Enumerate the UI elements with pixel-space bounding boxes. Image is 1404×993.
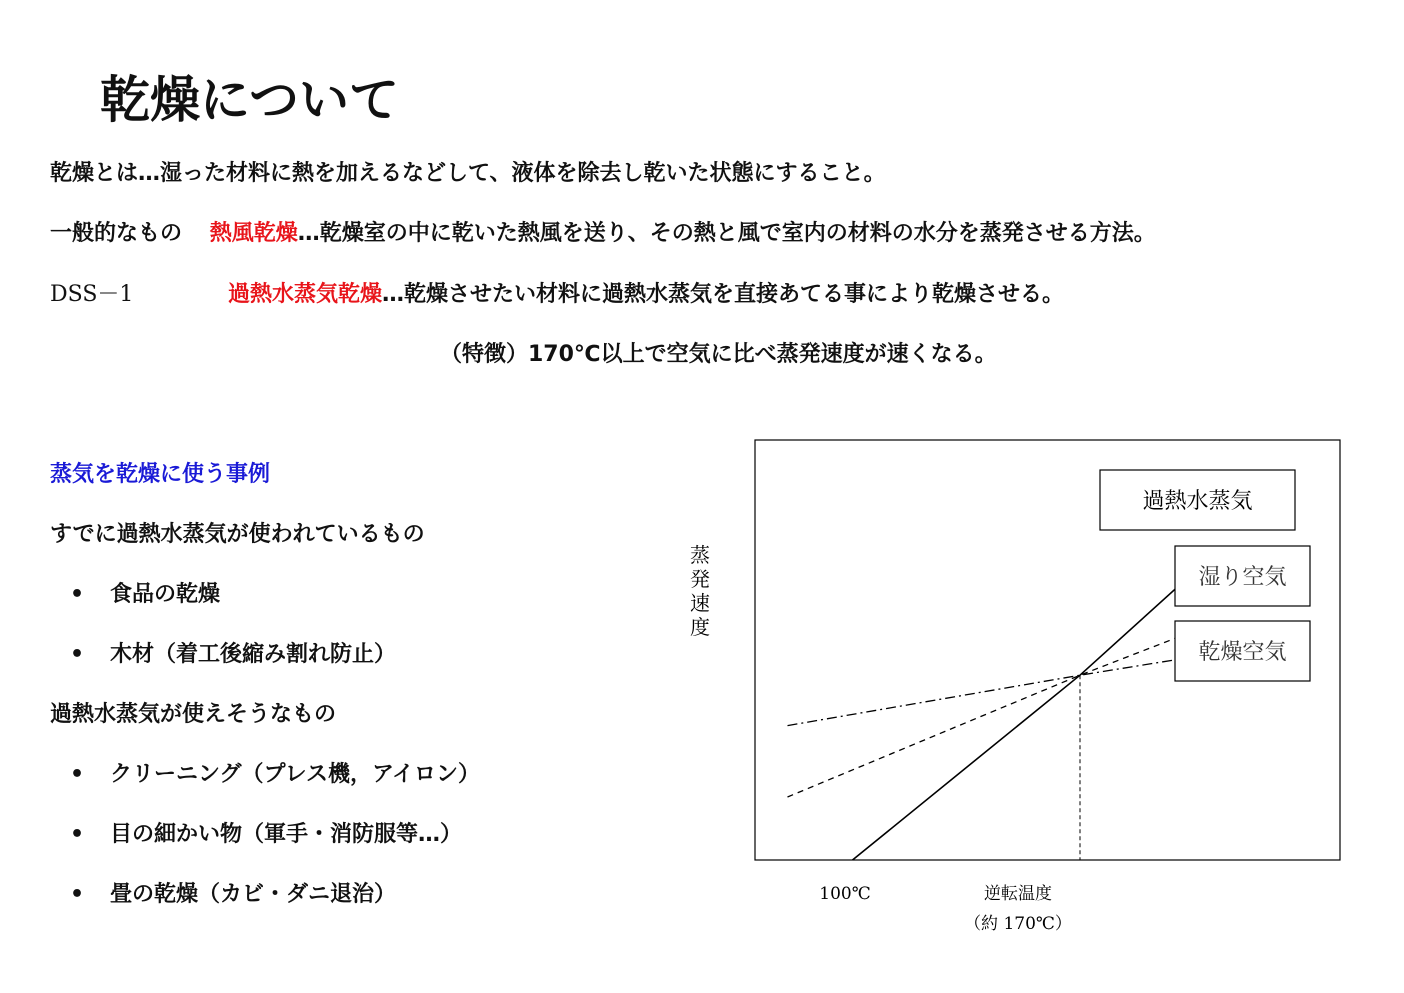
used-heading: すでに過熱水蒸気が使われているもの — [50, 522, 425, 547]
legend-entry — [1175, 546, 1310, 606]
list-item: • 畳の乾燥（カビ・ダニ退治） — [70, 882, 397, 907]
general-method: 熱風乾燥 — [209, 221, 298, 246]
bullet-icon: • — [70, 882, 85, 907]
series-line-1 — [853, 558, 1211, 860]
x-tick-label: 逆転温度 — [984, 884, 1052, 904]
legend-label: 過熱水蒸気 — [1142, 489, 1253, 514]
definition-text: 乾燥とは…湿った材料に熱を加えるなどして、液体を除去し乾いた状態にすること。 — [50, 161, 886, 186]
x-tick-label: （約 170℃） — [964, 914, 1072, 934]
list-item: • 木材（着工後縮み割れ防止） — [70, 642, 397, 667]
legend-label: 湿り空気 — [1198, 565, 1287, 590]
bullet-icon: • — [70, 822, 85, 847]
dss-label: DSS－1 — [50, 282, 134, 307]
examples-heading: 蒸気を乾燥に使う事例 — [50, 462, 271, 487]
bullet-icon: • — [70, 762, 85, 787]
feature-text: （特徴）170℃以上で空気に比べ蒸発速度が速くなる。 — [440, 342, 997, 367]
bullet-icon: • — [70, 582, 85, 607]
possible-heading: 過熱水蒸気が使えそうなもの — [50, 702, 337, 727]
series-line-2 — [788, 625, 1211, 797]
y-axis-label: 蒸発速度 — [690, 543, 710, 639]
general-label: 一般的なもの — [50, 221, 183, 246]
list-item: • クリーニング（プレス機，アイロン） — [70, 762, 481, 787]
legend-entry — [1175, 621, 1310, 681]
general-desc: …乾燥室の中に乾いた熱風を送り、その熱と風で室内の材料の水分を蒸発させる方法。 — [297, 221, 1156, 246]
list-item: • 目の細かい物（軍手・消防服等…） — [70, 822, 463, 847]
list-item: • 食品の乾燥 — [70, 582, 221, 607]
series-line-3 — [788, 654, 1211, 725]
dss-method: 過熱水蒸気乾燥 — [228, 282, 383, 307]
dss-desc: …乾燥させたい材料に過熱水蒸気を直接あてる事により乾燥させる。 — [382, 282, 1065, 307]
legend-label: 乾燥空気 — [1198, 640, 1287, 665]
legend-entry — [1100, 470, 1295, 530]
x-tick-label: 100℃ — [819, 884, 871, 904]
page-title: 乾燥について — [100, 71, 399, 129]
bullet-icon: • — [70, 642, 85, 667]
